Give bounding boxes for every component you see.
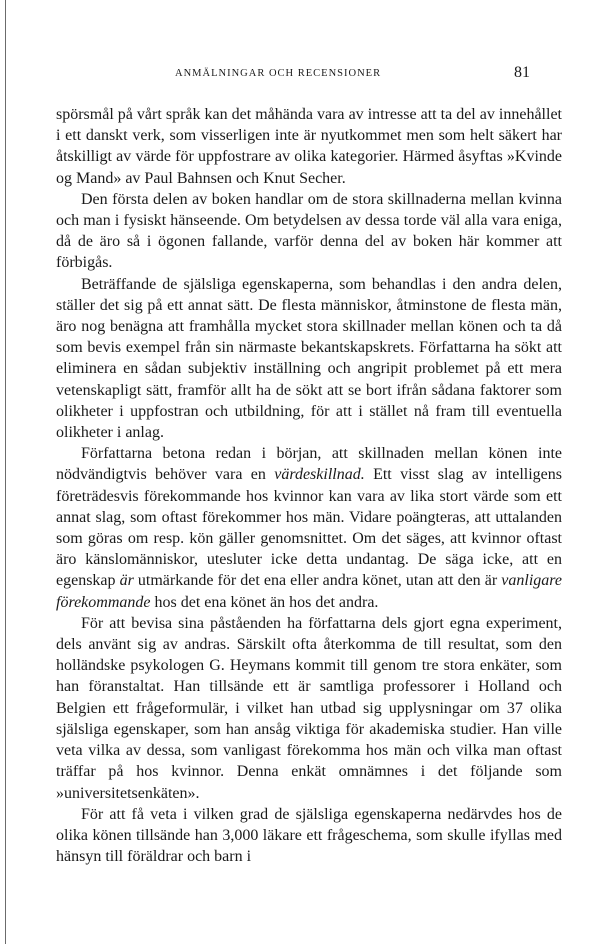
body-text: [56, 104, 562, 867]
paragraph-4-text-c: utmärkande för det ena eller andra könet, utan att den är: [133, 572, 502, 590]
paragraph-1: spörsmål på vårt språk kan det måhända vara av intresse att ta del av innehållet i ett danskt verk, som visserligen inte är nyutkommet men som helt säkert har åtskilligt av värde för uppfostrare av olika kategorier. Härmed åsyftas »Kvinde og Mand» av Paul Bahnsen och Knut Secher.: [56, 106, 562, 187]
paragraph-3: Beträffande de själsliga egenskaperna, som behandlas i den andra delen, ställer det sig på ett annat sätt. De flesta människor, åtminstone de flesta män, äro nog benägna att framhålla mycket stora skillnader mellan könen och ta då som bevis exempel från sin närmaste bekantskapskrets. Författarna ha sökt att eliminera en sådan subjektiv inställning och angripit problemet på ett mera vetenskapligt sätt, framför allt ha de sökt att se bort ifrån sådana faktorer som olikheter i uppfostran och utbildning, för att i stället nå fram till eventuella olikheter i anlag.: [56, 275, 562, 442]
page-number: 81: [514, 64, 530, 81]
paragraph-4-text-b: Ett visst slag av intelligens företrädesvis förekommande hos kvinnor kan vara av lika stort värde som ett annat slag, som oftast förekommer hos män. Vidare poängteras, att uttalanden som göras om resp. kön gäller genomsnittet. Om det säges, att kvinnor oftast äro känslomänniskor, utesluter icke detta undantag. De säga icke, att en egenskap: [56, 466, 562, 590]
page-edge-rule: [5, 0, 6, 944]
paragraph-5: För att bevisa sina påståenden ha författarna dels gjort egna experiment, dels använt sig av andras. Särskilt ofta återkomma de till resultat, som den holländske psykologen G. Heymans kommit till genom tre stora enkäter, som han föranstaltat. Han tillsände ett är samtliga professorer i Holland och Belgien ett frågeformulär, i vilket han utbad sig upplysningar om 37 olika själsliga egenskaper, som han ansåg viktiga för akademiska studier. Han ville veta vilka av dessa, som vanligast förekomma hos män och vilka man oftast träffar på hos kvinnor. Denna enkät omnämnes i det följande som »universitetsenkäten».: [56, 614, 562, 802]
page-header: [0, 64, 608, 84]
paragraph-4-text-d: hos det ena könet än hos det andra.: [150, 593, 379, 611]
running-title: ANMÄLNINGAR OCH RECENSIONER: [175, 68, 382, 79]
emphasis-vardeskillnad: värdeskillnad.: [274, 466, 365, 484]
emphasis-vanligare: vanligare förekommande: [56, 572, 563, 611]
emphasis-ar: är: [119, 572, 134, 590]
paragraph-4: [56, 443, 562, 613]
paragraph-6: För att få veta i vilken grad de själsliga egenskaperna nedärvdes hos de olika könen tillsände han 3,000 läkare ett frågeschema, som skulle ifyllas med hänsyn till föräldrar och barn i: [56, 805, 562, 866]
paragraph-4-text-a: Författarna betona redan i början, att skillnaden mellan könen inte nödvändigtvis behöver vara en: [56, 445, 562, 484]
paragraph-2: Den första delen av boken handlar om de stora skillnaderna mellan kvinna och man i fysiskt hänseende. Om betydelsen av dessa torde väl alla vara eniga, då de äro så i ögonen fallande, varför denna del av boken här kommer att förbigås.: [56, 190, 562, 272]
